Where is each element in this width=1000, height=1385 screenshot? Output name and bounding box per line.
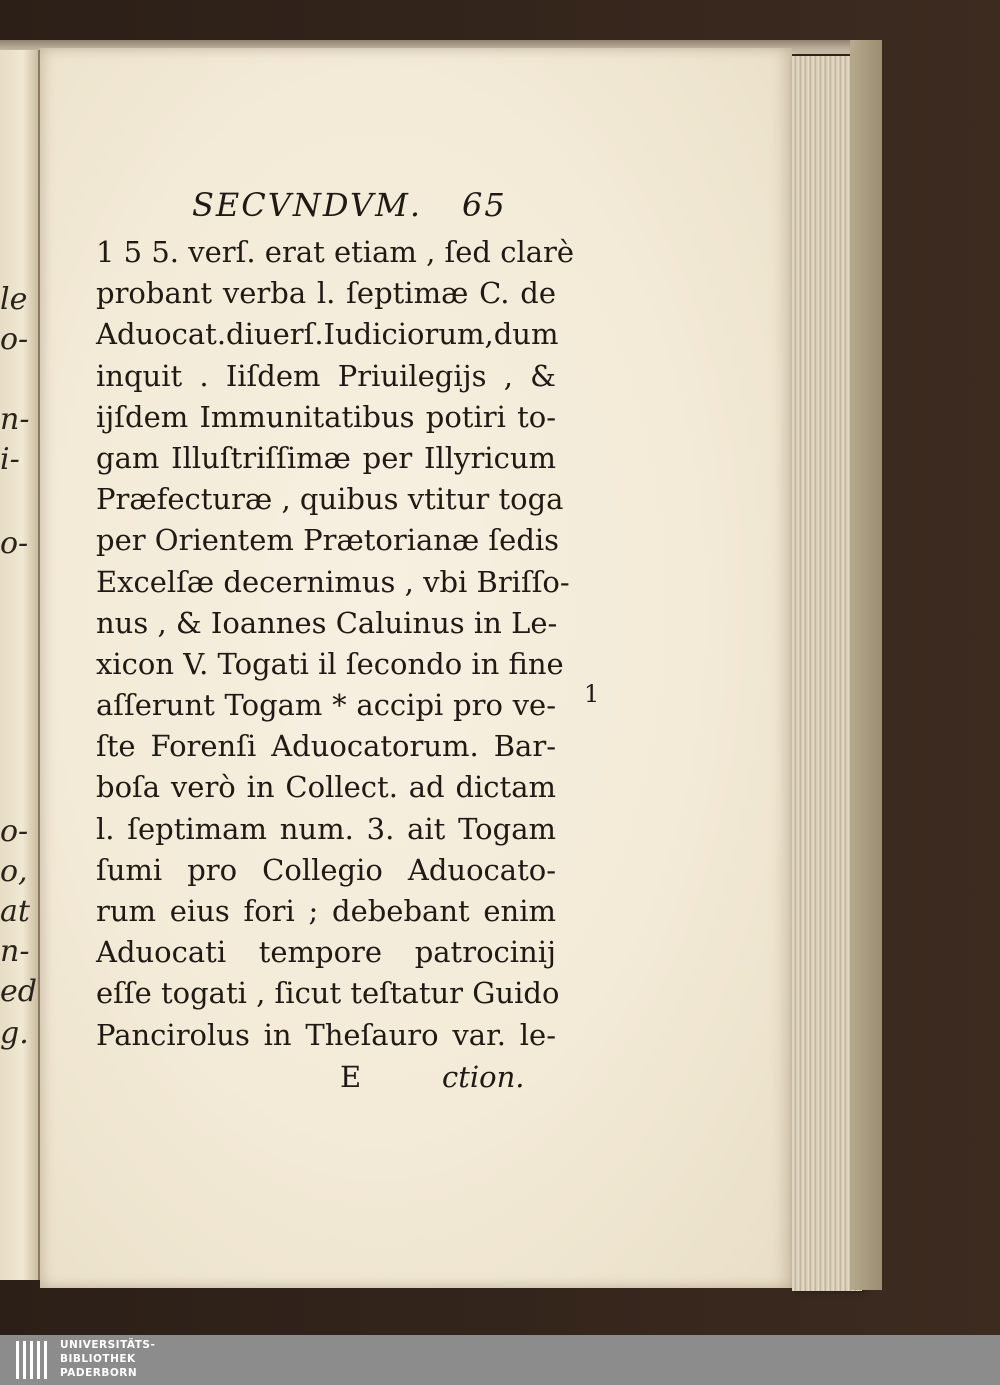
text-line: Pancirolus in Theſauro var. le- xyxy=(96,1017,556,1052)
text-line: ijſdem Immunitatibus potiri to- xyxy=(96,399,556,434)
catchword: ction. xyxy=(442,1059,525,1094)
text-line: ſte Forenſi Aduocatorum. Bar- xyxy=(96,729,556,764)
text-line: per Orientem Prætorianæ ſedis xyxy=(96,523,560,558)
left-fragment: i- xyxy=(0,442,20,477)
library-logo-text xyxy=(60,1338,155,1380)
page-footer-line xyxy=(96,1058,556,1102)
page-number: 65 xyxy=(462,186,507,224)
left-fragment: n- xyxy=(0,934,30,969)
footer-bar xyxy=(0,1335,1000,1385)
logo-line: BIBLIOTHEK xyxy=(60,1353,136,1365)
facing-page-fragment xyxy=(0,50,40,1280)
left-fragment: n- xyxy=(0,402,30,437)
text-line: 1 5 5. verſ. erat etiam , ſed clarè xyxy=(96,235,575,269)
text-line: boſa verò in Collect. ad dictam xyxy=(96,770,556,805)
text-line: ſumi pro Collegio Aduocato- xyxy=(96,852,556,887)
text-line: inquit . Iiſdem Priuilegijs , & xyxy=(96,358,556,393)
library-logo-icon xyxy=(14,1337,54,1381)
text-line: l. ſeptimam num. 3. ait Togam xyxy=(96,811,556,846)
text-line: aſſerunt Togam * accipi pro ve- xyxy=(96,688,556,723)
text-line: eſſe togati , ſicut teſtatur Guido xyxy=(96,976,560,1011)
text-line: xicon V. Togati il ſecondo in fine xyxy=(96,646,564,681)
running-head: SECVNDVM. xyxy=(192,186,423,224)
text-line: Aduocat.diuerſ.Iudiciorum,dum xyxy=(96,317,559,352)
left-fragment: o- xyxy=(0,526,29,561)
text-line: gam Illuſtriſſimæ per Illyricum xyxy=(96,440,556,475)
left-fragment: le xyxy=(0,282,28,317)
signature-mark: E xyxy=(340,1059,362,1094)
left-fragment: o- xyxy=(0,814,29,849)
left-fragment: o, xyxy=(0,854,28,889)
book-cover-edge xyxy=(850,40,882,1290)
text-line: Aduocati tempore patrocinij xyxy=(96,935,556,970)
left-fragment: at xyxy=(0,894,30,929)
margin-note: 1 xyxy=(584,680,600,708)
left-fragment: o- xyxy=(0,322,29,357)
page-header xyxy=(96,186,556,232)
logo-line: UNIVERSITÄTS- xyxy=(60,1339,156,1351)
text-line: Præfecturæ , quibus vtitur toga xyxy=(96,482,564,517)
logo-line: PADERBORN xyxy=(60,1367,138,1379)
left-fragment: g. xyxy=(0,1016,29,1051)
left-fragment: ed xyxy=(0,974,37,1009)
text-line: probant verba l. ſeptimæ C. de xyxy=(96,276,556,311)
text-line: nus , & Ioannes Caluinus in Le- xyxy=(96,605,558,640)
text-line: Excelſæ decernimus , vbi Briſſo- xyxy=(96,564,570,599)
page-text-block xyxy=(96,186,575,1102)
text-line: rum eius fori ; debebant enim xyxy=(96,894,556,928)
